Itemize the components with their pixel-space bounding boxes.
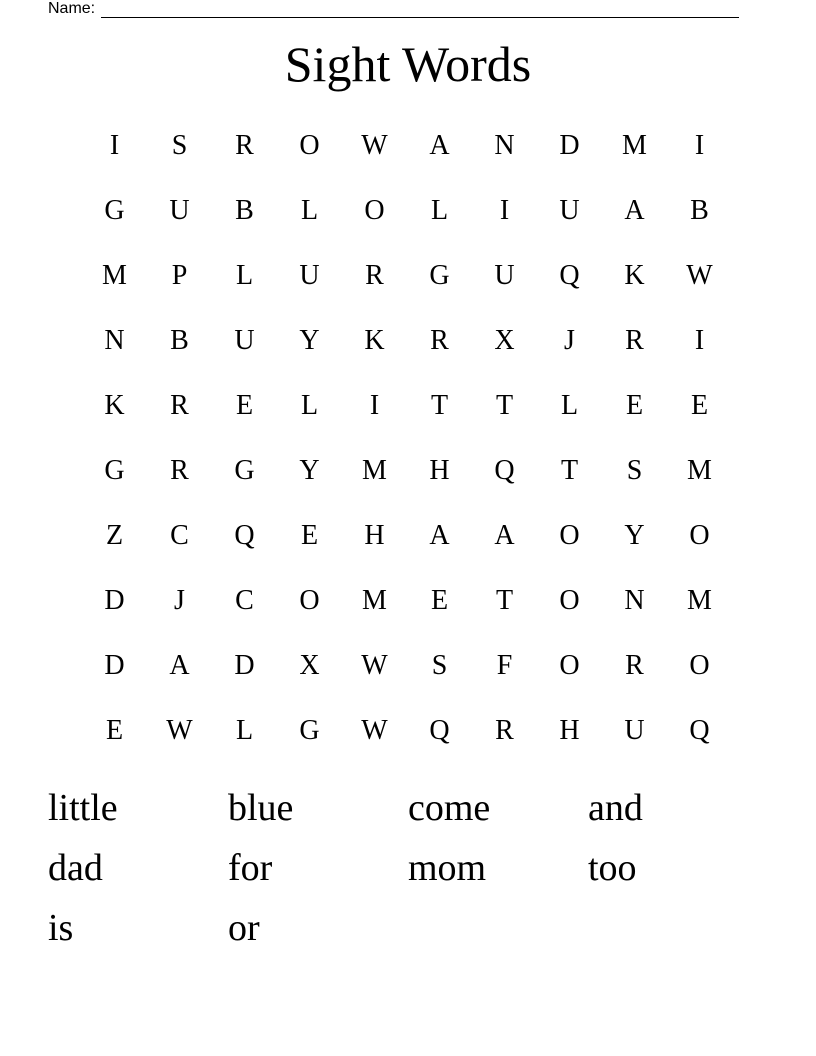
grid-letter: C bbox=[170, 519, 189, 551]
grid-letter: E bbox=[690, 389, 709, 421]
grid-letter: E bbox=[235, 389, 254, 421]
word-list-item: mom bbox=[408, 847, 487, 889]
grid-letter: R bbox=[235, 129, 254, 161]
grid-letter: G bbox=[104, 454, 125, 486]
grid-letter: R bbox=[625, 649, 644, 681]
grid-letter: A bbox=[494, 519, 515, 551]
name-underline bbox=[101, 3, 739, 18]
grid-letter: A bbox=[429, 519, 450, 551]
grid-letter: O bbox=[559, 584, 580, 616]
grid-letter: U bbox=[169, 194, 190, 226]
grid-letter: L bbox=[300, 389, 319, 421]
grid-letter: T bbox=[560, 454, 579, 486]
grid-letter: O bbox=[364, 194, 385, 226]
grid-letter: D bbox=[104, 584, 125, 616]
grid-letter: W bbox=[361, 129, 388, 161]
grid-letter: M bbox=[362, 454, 387, 486]
grid-letter: S bbox=[626, 454, 643, 486]
grid-letter: Y bbox=[299, 324, 320, 356]
grid-letter: L bbox=[430, 194, 449, 226]
grid-letter: B bbox=[690, 194, 709, 226]
grid-letter: U bbox=[624, 714, 645, 746]
grid-letter: S bbox=[431, 649, 448, 681]
grid-letter: I bbox=[369, 389, 380, 421]
grid-letter: G bbox=[234, 454, 255, 486]
grid-letter: H bbox=[429, 454, 450, 486]
grid-letter: H bbox=[559, 714, 580, 746]
grid-letter: B bbox=[235, 194, 254, 226]
grid-letter: R bbox=[365, 259, 384, 291]
grid-letter: R bbox=[170, 389, 189, 421]
grid-letter: U bbox=[299, 259, 320, 291]
grid-letter: U bbox=[494, 259, 515, 291]
grid-letter: D bbox=[559, 129, 580, 161]
grid-letter: G bbox=[429, 259, 450, 291]
grid-letter: K bbox=[624, 259, 645, 291]
grid-letter: R bbox=[170, 454, 189, 486]
grid-letter: X bbox=[299, 649, 320, 681]
grid-letter: N bbox=[494, 129, 515, 161]
grid-letter: B bbox=[170, 324, 189, 356]
word-list-item: too bbox=[588, 847, 637, 889]
grid-letter: E bbox=[300, 519, 319, 551]
name-label: Name: bbox=[48, 0, 96, 17]
grid-letter: U bbox=[559, 194, 580, 226]
grid-letter: E bbox=[625, 389, 644, 421]
word-list-item: for bbox=[228, 847, 273, 889]
grid-letter: D bbox=[234, 649, 255, 681]
word-list-item: dad bbox=[48, 847, 103, 889]
grid-letter: Q bbox=[559, 259, 580, 291]
grid-letter: M bbox=[622, 129, 647, 161]
grid-letter: Q bbox=[429, 714, 450, 746]
word-list-item: and bbox=[588, 787, 643, 829]
grid-letter: W bbox=[361, 649, 388, 681]
grid-letter: E bbox=[430, 584, 449, 616]
grid-letter: O bbox=[299, 129, 320, 161]
grid-letter: Y bbox=[299, 454, 320, 486]
grid-letter: E bbox=[105, 714, 124, 746]
grid-letter: K bbox=[104, 389, 125, 421]
grid-letter: M bbox=[362, 584, 387, 616]
grid-letter: H bbox=[364, 519, 385, 551]
grid-letter: N bbox=[624, 584, 645, 616]
grid-letter: I bbox=[694, 324, 705, 356]
name-field bbox=[48, 0, 739, 18]
grid-letter: J bbox=[174, 584, 185, 616]
grid-letter: I bbox=[109, 129, 120, 161]
word-list-item: little bbox=[48, 787, 118, 829]
grid-letter: M bbox=[687, 454, 712, 486]
grid-letter: M bbox=[687, 584, 712, 616]
grid-letter: K bbox=[364, 324, 385, 356]
grid-letter: X bbox=[494, 324, 515, 356]
grid-letter: I bbox=[499, 194, 510, 226]
grid-letter: Y bbox=[624, 519, 645, 551]
word-list-item: come bbox=[408, 787, 491, 829]
grid-letter: O bbox=[689, 519, 710, 551]
grid-letter: O bbox=[689, 649, 710, 681]
grid-letter: F bbox=[496, 649, 513, 681]
grid-letter: T bbox=[495, 584, 514, 616]
grid-letter: G bbox=[104, 194, 125, 226]
grid-letter: R bbox=[430, 324, 449, 356]
grid-letter: I bbox=[694, 129, 705, 161]
grid-letter: L bbox=[235, 259, 254, 291]
grid-letter: M bbox=[102, 259, 127, 291]
grid-letter: R bbox=[495, 714, 514, 746]
word-list-item: blue bbox=[228, 787, 294, 829]
word-search-grid bbox=[82, 113, 732, 763]
grid-letter: W bbox=[361, 714, 388, 746]
grid-letter: D bbox=[104, 649, 125, 681]
grid-letter: N bbox=[104, 324, 125, 356]
grid-letter: Q bbox=[494, 454, 515, 486]
grid-letter: W bbox=[166, 714, 193, 746]
grid-letter: Z bbox=[105, 519, 124, 551]
grid-letter: W bbox=[686, 259, 713, 291]
grid-letter: T bbox=[430, 389, 449, 421]
grid-letter: A bbox=[624, 194, 645, 226]
grid-letter: C bbox=[235, 584, 254, 616]
grid-letter: T bbox=[495, 389, 514, 421]
grid-letter: O bbox=[559, 649, 580, 681]
grid-letter: L bbox=[560, 389, 579, 421]
grid-letter: U bbox=[234, 324, 255, 356]
grid-letter: R bbox=[625, 324, 644, 356]
grid-letter: Q bbox=[689, 714, 710, 746]
word-list-item: is bbox=[48, 907, 74, 949]
grid-letter: Q bbox=[234, 519, 255, 551]
grid-letter: O bbox=[559, 519, 580, 551]
grid-letter: S bbox=[171, 129, 188, 161]
grid-letter: P bbox=[171, 259, 188, 291]
grid-letter: O bbox=[299, 584, 320, 616]
word-list-item: or bbox=[228, 907, 260, 949]
grid-letter: A bbox=[429, 129, 450, 161]
grid-letter: A bbox=[169, 649, 190, 681]
grid-letter: G bbox=[299, 714, 320, 746]
word-list bbox=[48, 778, 768, 958]
grid-letter: J bbox=[564, 324, 575, 356]
grid-letter: L bbox=[235, 714, 254, 746]
grid-letter: L bbox=[300, 194, 319, 226]
page-title: Sight Words bbox=[284, 36, 532, 92]
